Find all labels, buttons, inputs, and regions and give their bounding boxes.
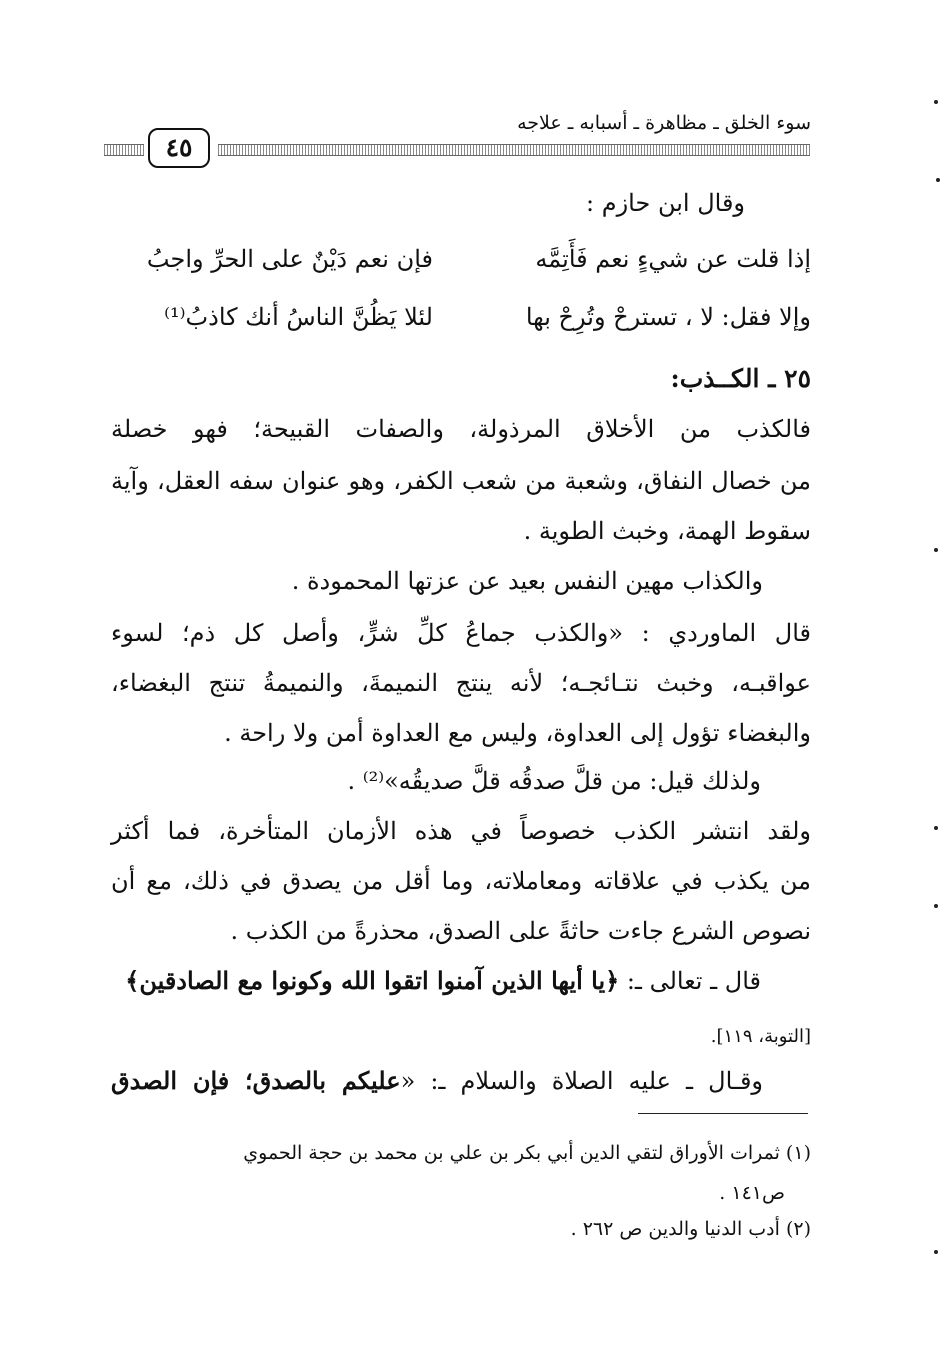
footnote-1-continuation: ص١٤١ . (719, 1182, 785, 1204)
scan-speck (936, 178, 940, 182)
paragraph-line: سقوط الهمة، وخبث الطوية . (523, 517, 811, 545)
hadith-intro: وقـال ـ عليه الصلاة والسلام ـ: « (400, 1067, 764, 1095)
verse-1-first-hemistich: إذا قلت عن شيءٍ نعم فَأَتِمَّه (535, 245, 811, 273)
quran-verse: ﴿يا أيها الذين آمنوا اتقوا الله وكونوا مع الصادقين﴾ (125, 966, 620, 995)
paragraph-line: ولقد انتشر الكذب خصوصاً في هذه الأزمان المتأخرة، فما أكثر (111, 817, 811, 845)
scan-speck (934, 1250, 938, 1254)
footnote-1: (١) ثمرات الأوراق لتقي الدين أبي بكر بن علي بن محمد بن حجة الحموي (243, 1142, 811, 1164)
section-heading: ٢٥ ـ الكــذب: (670, 364, 811, 393)
quran-reference: [التوبة، ١١٩]. (710, 1026, 811, 1047)
paragraph-line: ولذلك قيل: من قلَّ صدقُه قلَّ صديقُه»⁽²⁾ . (347, 767, 761, 795)
paragraph-line: والكذاب مهين النفس بعيد عن عزتها المحمودة . (291, 567, 763, 595)
running-title: سوء الخلق ـ مظاهرة ـ أسبابه ـ علاجه (517, 112, 811, 134)
paragraph-line: والبغضاء تؤول إلى العداوة، وليس مع العداوة أمن ولا راحة . (224, 719, 811, 747)
hadith-line (111, 1066, 763, 1096)
verse-1-second-hemistich: فإن نعم دَيْنٌ على الحرِّ واجبُ (146, 245, 433, 273)
paragraph-line: فالكذب من الأخلاق المرذولة، والصفات القبيحة؛ فهو خصلة (111, 415, 811, 443)
footnote-2: (٢) أدب الدنيا والدين ص ٢٦٢ . (570, 1218, 811, 1240)
scan-speck (934, 826, 938, 830)
header-rule (218, 144, 810, 156)
footnote-separator (638, 1113, 808, 1114)
poem-intro: وقال ابن حازم : (586, 189, 745, 217)
verse-2-second-hemistich: لئلا يَظُنَّ الناسُ أنك كاذبُ⁽¹⁾ (164, 303, 433, 331)
scan-speck (934, 548, 938, 552)
header-rule-left (104, 144, 144, 156)
verse-2-first-hemistich: وإلا فقل: لا ، تسترحْ وتُرِحْ بها (525, 303, 811, 331)
paragraph-line: من يكذب في علاقاته ومعاملاته، وما أقل من يصدق في ذلك، مع أن (111, 867, 811, 895)
hadith-text: عليكم بالصدق؛ فإن الصدق (111, 1066, 401, 1095)
paragraph-line: من خصال النفاق، وشعبة من شعب الكفر، وهو عنوان سفه العقل، وآية (111, 467, 811, 495)
page-number: ٤٥ (148, 128, 210, 168)
paragraph-line: عواقبـه، وخبث نتـائجـه؛ لأنه ينتج النميمةَ، والنميمةُ تنتج البغضاء، (111, 669, 811, 697)
scan-speck (934, 100, 938, 104)
quran-citation-line (125, 966, 761, 996)
quran-intro: قال ـ تعالى ـ: (619, 967, 761, 995)
paragraph-line: نصوص الشرع جاءت حاثةً على الصدق، محذرةً من الكذب . (230, 917, 811, 945)
paragraph-line: قال الماوردي : «والكذب جماعُ كلِّ شرٍّ، وأصل كل ذم؛ لسوء (111, 619, 811, 647)
scan-speck (934, 904, 938, 908)
